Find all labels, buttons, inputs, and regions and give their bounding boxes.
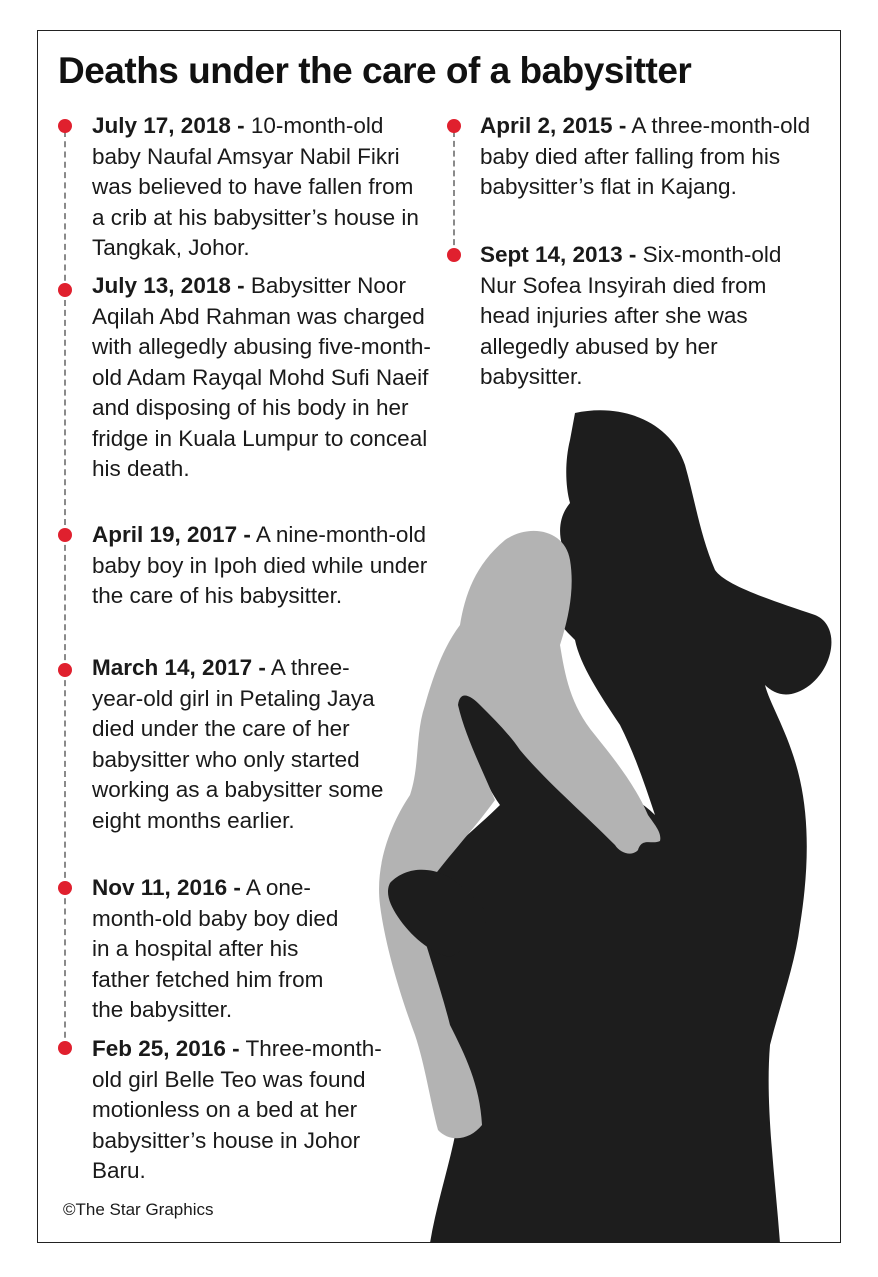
timeline-entry — [92, 271, 437, 485]
timeline-entry — [92, 111, 432, 264]
timeline-marker — [58, 283, 72, 297]
timeline-connector — [453, 131, 455, 255]
entry-text: A nine-month-old baby boy in Ipoh died while under the care of his babysitter. — [92, 522, 428, 608]
entry-date: April 19, 2017 - — [92, 522, 251, 547]
mother-baby-silhouette — [370, 405, 840, 1243]
entry-date: Nov 11, 2016 - — [92, 875, 241, 900]
timeline-marker — [58, 119, 72, 133]
graphics-credit: ©The Star Graphics — [63, 1200, 214, 1219]
entry-date: July 13, 2018 - — [92, 273, 245, 298]
page-title: Deaths under the care of a babysitter — [58, 50, 692, 91]
entry-text: Three-month-old girl Belle Teo was found motionless on a bed at her babysitter’s house in Johor Baru. — [92, 1036, 382, 1183]
entry-text: A three-year-old girl in Petaling Jaya died under the care of her babysitter who only started working as a babysitter some eight months earlier. — [92, 655, 384, 833]
timeline-marker — [58, 663, 72, 677]
timeline-connector — [64, 888, 66, 1048]
timeline-marker — [58, 1041, 72, 1055]
timeline-entry — [92, 873, 354, 1026]
timeline-connector — [64, 131, 66, 291]
timeline-connector — [64, 670, 66, 888]
entry-date: March 14, 2017 - — [92, 655, 266, 680]
timeline-entry — [92, 520, 437, 612]
entry-date: Sept 14, 2013 - — [480, 242, 637, 267]
timeline-entry — [92, 1034, 397, 1187]
timeline-marker — [58, 881, 72, 895]
entry-date: July 17, 2018 - — [92, 113, 245, 138]
timeline-connector — [64, 535, 66, 670]
timeline-marker — [447, 248, 461, 262]
entry-text: A one-month-old baby boy died in a hospital after his father fetched him from the babysitter. — [92, 875, 339, 1022]
entry-date: April 2, 2015 - — [480, 113, 627, 138]
timeline-marker — [447, 119, 461, 133]
entry-text: Babysitter Noor Aqilah Abd Rahman was charged with allegedly abusing five-month-old Adam Rayqal Mohd Sufi Naeif and disposing of his body in her fridge in Kuala Lumpur to conceal his death. — [92, 273, 431, 481]
timeline-entry — [480, 240, 820, 393]
entry-text: 10-month-old baby Naufal Amsyar Nabil Fikri was believed to have fallen from a crib at his babysitter’s house in Tangkak, Johor. — [92, 113, 419, 260]
timeline-connector — [64, 290, 66, 535]
timeline-entry — [480, 111, 820, 203]
entry-date: Feb 25, 2016 - — [92, 1036, 240, 1061]
timeline-entry — [92, 653, 384, 836]
entry-text: Six-month-old Nur Sofea Insyirah died from head injuries after she was allegedly abused by her babysitter. — [480, 242, 782, 389]
entry-text: A three-month-old baby died after falling from his babysitter’s flat in Kajang. — [480, 113, 811, 199]
timeline-marker — [58, 528, 72, 542]
